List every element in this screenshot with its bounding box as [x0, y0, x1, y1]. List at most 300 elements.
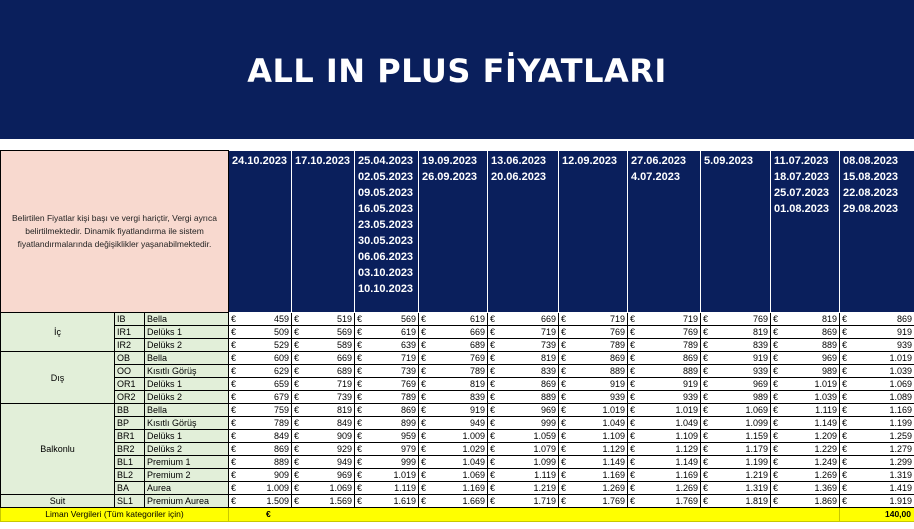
price-cell [292, 365, 355, 378]
price-cell [628, 495, 701, 508]
price-cell [355, 352, 419, 365]
price-value: 939 [752, 366, 768, 376]
price-value: 819 [336, 405, 352, 415]
date-label: 25.04.2023 [358, 155, 414, 167]
price-value: 1.509 [266, 496, 289, 506]
table-row [1, 443, 914, 456]
price-value: 1.069 [745, 405, 768, 415]
currency-symbol: € [421, 431, 427, 441]
price-cell [419, 482, 488, 495]
price-value: 1.769 [602, 496, 625, 506]
price-value: 1.819 [745, 496, 768, 506]
price-value: 789 [400, 392, 416, 402]
price-cell [292, 469, 355, 482]
currency-symbol: € [231, 457, 237, 467]
currency-symbol: € [773, 327, 779, 337]
price-value: 1.179 [745, 444, 768, 454]
currency-symbol: € [490, 418, 496, 428]
currency-symbol: € [421, 392, 427, 402]
room-type: Delüks 1 [145, 378, 229, 391]
price-value: 689 [336, 366, 352, 376]
price-cell [701, 495, 771, 508]
price-cell [628, 326, 701, 339]
date-label: 02.05.2023 [358, 171, 414, 183]
price-cell [292, 456, 355, 469]
price-value: 989 [752, 392, 768, 402]
currency-symbol: € [561, 457, 567, 467]
currency-symbol: € [703, 340, 709, 350]
room-type: Delüks 1 [145, 430, 229, 443]
price-cell [559, 456, 628, 469]
currency-symbol: € [357, 366, 363, 376]
currency-symbol: € [773, 379, 779, 389]
room-type: Aurea [145, 482, 229, 495]
date-column-header [292, 151, 355, 313]
price-value: 909 [336, 431, 352, 441]
currency-symbol: € [421, 340, 427, 350]
currency-symbol: € [842, 457, 848, 467]
table-row [1, 482, 914, 495]
price-cell [840, 482, 914, 495]
currency-symbol: € [231, 340, 237, 350]
price-cell [701, 313, 771, 326]
price-cell [840, 352, 914, 365]
currency-symbol: € [630, 327, 636, 337]
price-value: 679 [273, 392, 289, 402]
currency-symbol: € [630, 470, 636, 480]
currency-symbol: € [490, 392, 496, 402]
date-label: 27.06.2023 [631, 155, 687, 167]
currency-symbol: € [294, 483, 300, 493]
price-value: 589 [336, 340, 352, 350]
price-value: 769 [682, 327, 698, 337]
currency-symbol: € [842, 379, 848, 389]
table-row [1, 456, 914, 469]
price-cell [840, 391, 914, 404]
date-header-row [1, 151, 914, 313]
price-value: 1.049 [462, 457, 485, 467]
price-value: 869 [400, 405, 416, 415]
price-value: 1.209 [814, 431, 837, 441]
price-value: 569 [400, 314, 416, 324]
currency-symbol: € [231, 392, 237, 402]
price-value: 519 [336, 314, 352, 324]
currency-symbol: € [561, 314, 567, 324]
currency-symbol: € [630, 418, 636, 428]
room-type: Premium 1 [145, 456, 229, 469]
price-cell [229, 313, 292, 326]
currency-symbol: € [842, 431, 848, 441]
price-value: 1.059 [533, 431, 556, 441]
price-value: 869 [896, 314, 912, 324]
table-row [1, 404, 914, 417]
price-value: 839 [540, 366, 556, 376]
price-value: 869 [273, 444, 289, 454]
price-value: 1.069 [889, 379, 912, 389]
currency-symbol: € [421, 470, 427, 480]
price-value: 919 [682, 379, 698, 389]
currency-symbol: € [421, 444, 427, 454]
price-cell [229, 339, 292, 352]
room-code: IR1 [115, 326, 145, 339]
table-row [1, 365, 914, 378]
date-label: 30.05.2023 [358, 235, 414, 247]
price-value: 639 [400, 340, 416, 350]
price-value: 689 [469, 340, 485, 350]
price-value: 889 [682, 366, 698, 376]
currency-symbol: € [421, 327, 427, 337]
room-type: Delüks 2 [145, 339, 229, 352]
currency-symbol: € [231, 470, 237, 480]
date-column-header [229, 151, 292, 313]
price-cell [292, 404, 355, 417]
price-value: 719 [336, 379, 352, 389]
price-value: 619 [400, 327, 416, 337]
price-cell [771, 430, 840, 443]
price-value: 889 [540, 392, 556, 402]
currency-symbol: € [703, 444, 709, 454]
currency-symbol: € [630, 379, 636, 389]
price-cell [229, 404, 292, 417]
price-cell [628, 339, 701, 352]
price-value: 1.719 [533, 496, 556, 506]
price-value: 1.109 [602, 431, 625, 441]
price-cell [229, 326, 292, 339]
date-label: 13.06.2023 [491, 155, 547, 167]
price-value: 1.219 [533, 483, 556, 493]
currency-symbol: € [703, 405, 709, 415]
currency-symbol: € [842, 327, 848, 337]
price-cell [559, 482, 628, 495]
price-cell [488, 313, 559, 326]
date-label: 11.07.2023 [774, 155, 829, 167]
currency-symbol: € [630, 392, 636, 402]
price-cell [355, 313, 419, 326]
price-cell [559, 495, 628, 508]
price-cell [488, 430, 559, 443]
currency-symbol: € [490, 457, 496, 467]
price-cell [229, 443, 292, 456]
price-value: 769 [469, 353, 485, 363]
price-value: 609 [273, 353, 289, 363]
price-cell [559, 443, 628, 456]
price-cell [229, 482, 292, 495]
price-cell [771, 378, 840, 391]
room-type: Bella [145, 352, 229, 365]
price-cell [559, 378, 628, 391]
price-value: 1.159 [745, 431, 768, 441]
currency-symbol: € [357, 314, 363, 324]
price-cell [771, 495, 840, 508]
currency-symbol: € [490, 353, 496, 363]
currency-symbol: € [561, 431, 567, 441]
room-code: BP [115, 417, 145, 430]
currency-symbol: € [421, 314, 427, 324]
price-cell [701, 378, 771, 391]
table-row [1, 495, 914, 508]
port-tax-currency: € [229, 508, 840, 522]
price-value: 1.089 [889, 392, 912, 402]
price-value: 1.319 [889, 470, 912, 480]
currency-symbol: € [357, 457, 363, 467]
price-value: 849 [273, 431, 289, 441]
price-value: 1.269 [602, 483, 625, 493]
price-cell [840, 417, 914, 430]
currency-symbol: € [773, 457, 779, 467]
price-cell [840, 339, 914, 352]
price-cell [229, 352, 292, 365]
price-value: 1.269 [814, 470, 837, 480]
room-type: Kısıtlı Görüş [145, 365, 229, 378]
price-cell [771, 443, 840, 456]
date-label: 22.08.2023 [843, 187, 899, 199]
currency-symbol: € [773, 431, 779, 441]
room-code: IB [115, 313, 145, 326]
date-label: 18.07.2023 [774, 171, 830, 183]
price-value: 459 [273, 314, 289, 324]
price-cell [229, 378, 292, 391]
currency-symbol: € [561, 353, 567, 363]
price-cell [292, 378, 355, 391]
price-value: 1.269 [675, 483, 698, 493]
table-row [1, 352, 914, 365]
date-label: 16.05.2023 [358, 203, 414, 215]
port-tax-row [1, 508, 914, 522]
currency-symbol: € [231, 353, 237, 363]
date-label: 17.10.2023 [295, 155, 351, 167]
currency-symbol: € [490, 405, 496, 415]
page-title: ALL IN PLUS FİYATLARI [247, 51, 667, 90]
price-cell [771, 391, 840, 404]
room-type: Premium Aurea [145, 495, 229, 508]
price-cell [701, 339, 771, 352]
price-value: 1.219 [745, 470, 768, 480]
currency-symbol: € [357, 353, 363, 363]
price-table-body [1, 313, 914, 522]
currency-symbol: € [294, 314, 300, 324]
currency-symbol: € [294, 340, 300, 350]
currency-symbol: € [421, 496, 427, 506]
price-value: 999 [400, 457, 416, 467]
currency-symbol: € [630, 431, 636, 441]
currency-symbol: € [357, 392, 363, 402]
currency-symbol: € [294, 457, 300, 467]
price-cell [355, 482, 419, 495]
currency-symbol: € [561, 405, 567, 415]
price-value: 1.099 [745, 418, 768, 428]
date-column-header [559, 151, 628, 313]
currency-symbol: € [294, 353, 300, 363]
price-value: 509 [273, 327, 289, 337]
price-value: 1.079 [533, 444, 556, 454]
price-cell [292, 443, 355, 456]
price-cell [701, 443, 771, 456]
price-cell [771, 417, 840, 430]
price-cell [355, 365, 419, 378]
price-value: 889 [273, 457, 289, 467]
currency-symbol: € [357, 418, 363, 428]
price-table [0, 150, 914, 522]
price-cell [628, 430, 701, 443]
price-cell [559, 339, 628, 352]
price-cell [419, 404, 488, 417]
price-cell [840, 495, 914, 508]
price-cell [355, 391, 419, 404]
currency-symbol: € [294, 470, 300, 480]
price-value: 1.129 [675, 444, 698, 454]
price-cell [628, 352, 701, 365]
currency-symbol: € [630, 405, 636, 415]
price-value: 719 [400, 353, 416, 363]
price-cell [355, 404, 419, 417]
currency-symbol: € [231, 496, 237, 506]
price-cell [419, 430, 488, 443]
currency-symbol: € [842, 353, 848, 363]
price-cell [355, 326, 419, 339]
table-row [1, 391, 914, 404]
currency-symbol: € [231, 379, 237, 389]
room-code: BA [115, 482, 145, 495]
pricing-note: Belirtilen Fiyatlar kişi başı ve vergi hariçtir, Vergi ayrıca belirtilmektedir. Dinamik fiyatlandırma ile sistem fiyatlandırmalarında değişiklikler yaşanabilmektedir. [1, 151, 229, 313]
price-value: 1.419 [889, 483, 912, 493]
price-value: 719 [540, 327, 556, 337]
price-value: 869 [609, 353, 625, 363]
currency-symbol: € [294, 327, 300, 337]
currency-symbol: € [490, 327, 496, 337]
room-code: OR1 [115, 378, 145, 391]
category-label: Dış [1, 352, 115, 404]
price-value: 889 [609, 366, 625, 376]
currency-symbol: € [703, 392, 709, 402]
price-cell [292, 352, 355, 365]
room-code: OR2 [115, 391, 145, 404]
price-cell [771, 404, 840, 417]
price-value: 1.369 [814, 483, 837, 493]
room-code: OO [115, 365, 145, 378]
room-code: BB [115, 404, 145, 417]
currency-symbol: € [231, 418, 237, 428]
date-column-header [355, 151, 419, 313]
price-value: 1.199 [889, 418, 912, 428]
price-cell [488, 365, 559, 378]
price-cell [488, 417, 559, 430]
currency-symbol: € [630, 353, 636, 363]
price-value: 1.199 [745, 457, 768, 467]
date-label: 06.06.2023 [358, 251, 414, 263]
table-row [1, 430, 914, 443]
currency-symbol: € [630, 314, 636, 324]
currency-symbol: € [421, 483, 427, 493]
price-value: 569 [336, 327, 352, 337]
price-value: 979 [400, 444, 416, 454]
price-value: 1.019 [889, 353, 912, 363]
date-label: 23.05.2023 [358, 219, 414, 231]
currency-symbol: € [421, 366, 427, 376]
price-value: 1.769 [675, 496, 698, 506]
room-type: Kısıtlı Görüş [145, 417, 229, 430]
price-value: 1.319 [745, 483, 768, 493]
price-cell [701, 456, 771, 469]
currency-symbol: € [490, 431, 496, 441]
price-value: 849 [336, 418, 352, 428]
currency-symbol: € [842, 496, 848, 506]
currency-symbol: € [231, 327, 237, 337]
date-label: 09.05.2023 [358, 187, 414, 199]
price-value: 1.169 [889, 405, 912, 415]
currency-symbol: € [630, 483, 636, 493]
date-column-header [840, 151, 914, 313]
price-value: 1.039 [889, 366, 912, 376]
price-cell [419, 326, 488, 339]
room-type: Delüks 2 [145, 391, 229, 404]
price-value: 769 [752, 314, 768, 324]
price-cell [229, 417, 292, 430]
currency-symbol: € [773, 353, 779, 363]
price-cell [488, 352, 559, 365]
currency-symbol: € [842, 314, 848, 324]
price-cell [628, 391, 701, 404]
price-cell [771, 339, 840, 352]
room-code: IR2 [115, 339, 145, 352]
room-code: BR1 [115, 430, 145, 443]
price-value: 1.049 [675, 418, 698, 428]
currency-symbol: € [842, 418, 848, 428]
price-value: 789 [273, 418, 289, 428]
price-value: 869 [682, 353, 698, 363]
price-value: 969 [336, 470, 352, 480]
price-value: 1.029 [462, 444, 485, 454]
price-value: 1.259 [889, 431, 912, 441]
currency-symbol: € [294, 366, 300, 376]
price-value: 1.569 [329, 496, 352, 506]
price-cell [559, 404, 628, 417]
currency-symbol: € [842, 444, 848, 454]
price-value: 719 [682, 314, 698, 324]
category-label: Balkonlu [1, 404, 115, 495]
price-cell [488, 378, 559, 391]
price-value: 819 [752, 327, 768, 337]
date-label: 29.08.2023 [843, 203, 899, 215]
date-label: 03.10.2023 [358, 267, 414, 279]
price-value: 1.869 [814, 496, 837, 506]
price-cell [840, 378, 914, 391]
price-value: 819 [821, 314, 837, 324]
price-value: 1.169 [675, 470, 698, 480]
price-value: 1.229 [814, 444, 837, 454]
price-value: 889 [821, 340, 837, 350]
currency-symbol: € [561, 496, 567, 506]
currency-symbol: € [490, 379, 496, 389]
price-value: 919 [752, 353, 768, 363]
currency-symbol: € [231, 483, 237, 493]
price-value: 1.049 [602, 418, 625, 428]
price-value: 739 [336, 392, 352, 402]
port-tax-value: 140,00 [840, 508, 914, 522]
price-cell [355, 456, 419, 469]
price-cell [419, 417, 488, 430]
price-cell [355, 378, 419, 391]
price-cell [229, 456, 292, 469]
price-cell [701, 482, 771, 495]
price-cell [840, 469, 914, 482]
price-cell [840, 456, 914, 469]
price-value: 769 [609, 327, 625, 337]
currency-symbol: € [357, 327, 363, 337]
price-cell [628, 404, 701, 417]
date-label: 20.06.2023 [491, 171, 547, 183]
currency-symbol: € [561, 327, 567, 337]
price-cell [488, 456, 559, 469]
